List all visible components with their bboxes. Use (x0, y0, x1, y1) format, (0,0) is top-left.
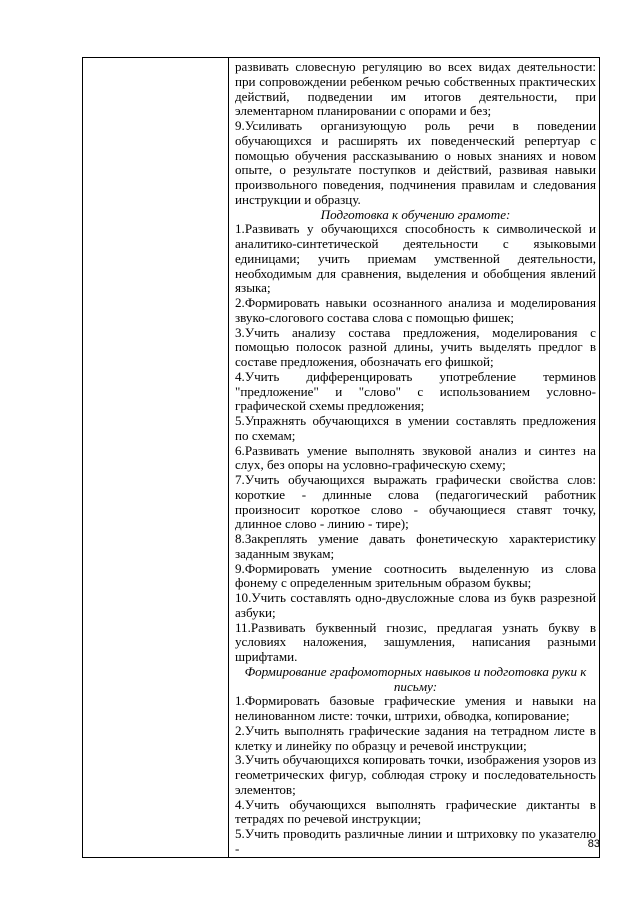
content-table (82, 57, 600, 858)
list-item: 10.Учить составлять одно-двусложные слова из букв разрезной азбуки; (235, 590, 596, 620)
item-9-paragraph: 9.Усиливать организующую роль речи в поведении обучающихся и расширять их поведенческий репертуар с помощью обучения рассказыванию о новых знаниях и новом опыте, о результате поступков и действий, развивая навыки произвольного поведения, подчинения правилам и следования инструкции и образцу. (235, 118, 596, 207)
section-heading-literacy: Подготовка к обучению грамоте: (320, 206, 511, 222)
list-item: 2.Формировать навыки осознанного анализа и моделирования звуко-слогового состава слова с помощью фишек; (235, 295, 596, 325)
list-item: 1.Развивать у обучающихся способность к символической и аналитико-синтетической деятельности с языковыми единицами; учить приемам умственной деятельности, необходимым для сравнения, выделения и обобщения явлений языка; (235, 221, 596, 296)
list-item: 1.Формировать базовые графические умения и навыки на нелинованном листе: точки, штрихи, обводка, копирование; (235, 693, 596, 723)
list-item: 3.Учить обучающихся копировать точки, изображения узоров из геометрических фигур, соблюдая строку и последовательность элементов; (235, 752, 596, 797)
table-row (83, 58, 600, 858)
list-item: 2.Учить выполнять графические задания на тетрадном листе в клетку и линейку по образцу и речевой инструкции; (235, 722, 596, 753)
list-item: 3.Учить анализу состава предложения, моделирования с помощью полосок разной длины, учить выделять предлог в составе предложения, обозначать его фишкой; (235, 324, 596, 369)
list-item: 6.Развивать умение выполнять звуковой анализ и синтез на слух, без опоры на условно-графическую схему; (235, 442, 596, 473)
intro-paragraph: развивать словесную регуляцию во всех видах деятельности: при сопровождении ребенком речью собственных практических действий, подведении им итогов деятельности, при элементарном планировании с опорами и без; (235, 59, 596, 119)
left-column-cell (83, 58, 229, 858)
section-heading-graphomotor: Формирование графомоторных навыков и подготовка руки к письму: (244, 663, 587, 694)
list-item: 5.Учить проводить различные линии и штриховку по указателю - (235, 826, 596, 856)
list-item: 7.Учить обучающихся выражать графически свойства слов: короткие - длинные слова (педагогический работник произносит короткое слово - обучающиеся ставят точку, длинное слово - линию - тире); (235, 472, 596, 532)
list-item: 9.Формировать умение соотносить выделенную из слова фонему с определенным зрительным образом буквы; (235, 560, 596, 591)
list-item: 4.Учить обучающихся выполнять графические диктанты в тетрадях по речевой инструкции; (235, 796, 596, 827)
page-number: 83 (587, 838, 600, 850)
list-item: 5.Упражнять обучающихся в умении составлять предложения по схемам; (235, 413, 596, 443)
list-item: 4.Учить дифференцировать употребление терминов "предложение" и "слово" с использованием условно-графической схемы предложения; (235, 368, 596, 414)
right-column-cell (229, 58, 600, 858)
list-item: 8.Закреплять умение давать фонетическую характеристику заданным звукам; (235, 531, 596, 561)
list-item: 11.Развивать буквенный гнозис, предлагая узнать букву в условиях наложения, зашумления, написания разными шрифтами. (235, 619, 596, 664)
